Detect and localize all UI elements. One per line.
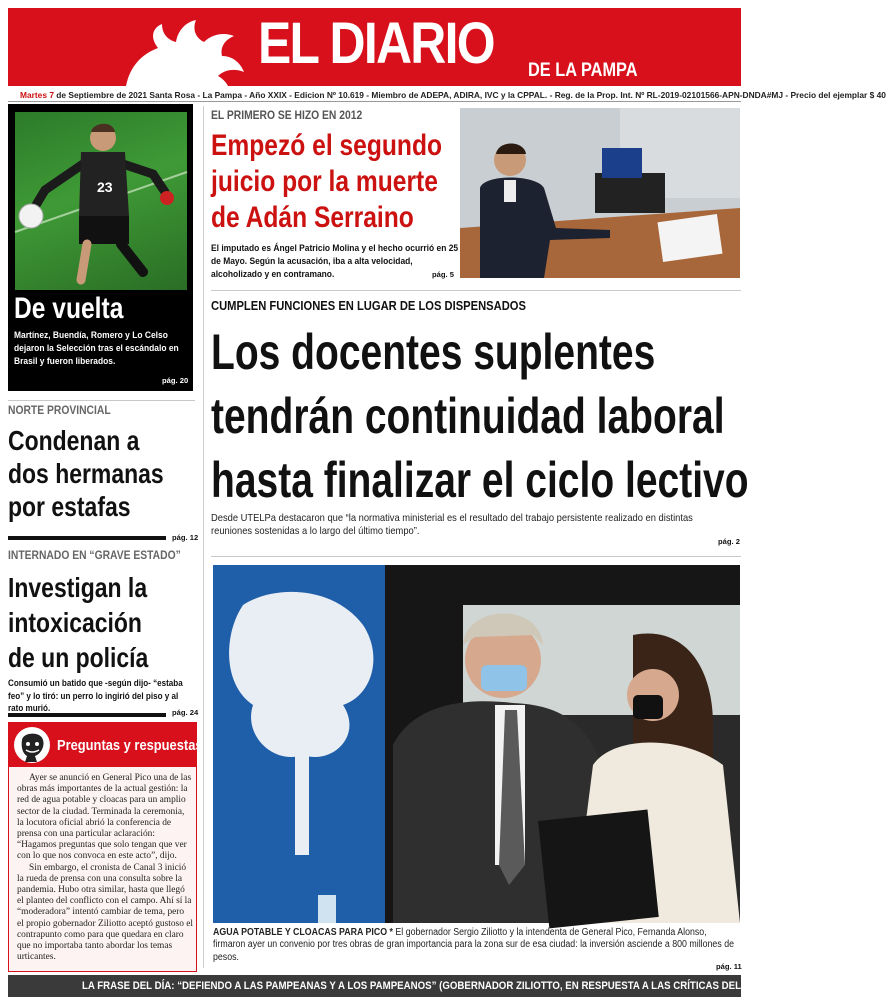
story2-headline-line: intoxicación xyxy=(8,607,142,638)
quote-text: LA FRASE DEL DÍA: “DEFIENDO A LAS PAMPEANAS Y A LOS PAMPEANOS” (GOBERNADOR ZILIOTTO, EN RESPUESTA A LAS CRÍTICAS DEL CAMPO). pág. 7 xyxy=(82,980,817,992)
story2-summary: Consumió un batido que -según dijo- “estaba feo” y lo tiró: un perro lo ingirió del piso y al rato murió. xyxy=(8,678,183,713)
lead-summary: Desde UTELPa destacaron que “la normativa ministerial es el resultado del trabajo persistente realizado en distintas reuniones sostenidas a lo largo del último tiempo”. xyxy=(211,513,693,537)
caricature-icon xyxy=(13,726,51,764)
story1-headline-line: dos hermanas xyxy=(8,458,164,489)
jersey-number: 23 xyxy=(97,179,113,195)
photo-caption xyxy=(213,927,737,964)
photo-caption-title: AGUA POTABLE Y CLOACAS PARA PICO * xyxy=(213,927,393,938)
story2-headline xyxy=(8,570,197,675)
edition-info-bar xyxy=(20,90,886,100)
trial-headline-line: de Adán Serraino xyxy=(211,201,414,234)
trial-headline xyxy=(211,128,457,236)
qa-header xyxy=(9,723,203,767)
lead-page-ref: pág. 2 xyxy=(718,537,740,546)
trial-headline-line: juicio por la muerte xyxy=(211,165,438,198)
newspaper-logo-icon xyxy=(116,20,246,86)
qa-body xyxy=(17,773,193,963)
qa-title: Preguntas y respuestas xyxy=(57,737,203,754)
goalkeeper-figure-icon xyxy=(15,112,187,290)
qa-paragraph: Sin embargo, el cronista de Canal 3 inició la rueda de prensa con una consulta sobre la pandemia. Hubo otra similar, hasta que llegó el planteo del conflicto con el campo. Ahí sí la “moderadora” intentó cambiar de tema, pero el propio gobernador Ziliotto aceptó gustoso el contrapunto como para que quedara en claro que no importaba tanto abordar los temas urticantes. xyxy=(17,862,194,963)
story2-headline-line: de un policía xyxy=(8,642,149,673)
lead-kicker: CUMPLEN FUNCIONES EN LUGAR DE LOS DISPENSADOS xyxy=(211,298,526,313)
sport-story-box xyxy=(8,104,193,391)
story1-kicker: NORTE PROVINCIAL xyxy=(8,403,111,417)
sport-page-ref: pág. 20 xyxy=(162,376,189,385)
trial-summary: El imputado es Ángel Patricio Molina y el hecho ocurrió en 25 de Mayo. Según la acusación, iba a alta velocidad, alcoholizado y en contramano. xyxy=(211,242,459,279)
lead-headline-line: hasta finalizar el ciclo lectivo xyxy=(211,452,749,508)
quote-of-the-day-bar xyxy=(8,975,817,997)
courtroom-scene-icon xyxy=(460,108,740,278)
lead-headline-line: Los docentes suplentes xyxy=(211,324,656,380)
photo-page-ref: pág. 11 xyxy=(716,962,742,971)
sport-summary: Martínez, Buendía, Romero y Lo Celso dejaron la Selección tras el escándalo en Brasil y fueron liberados. xyxy=(14,330,179,367)
goalkeeper-photo xyxy=(15,112,187,290)
newspaper-name: EL DIARIO xyxy=(258,11,494,76)
photo-caption-text: El gobernador Sergio Ziliotto y la intendenta de General Pico, Fernanda Alonso, firmaron ayer un convenio por tres obras de gran importancia para la zona sur de esa ciudad: la inversión asciende a 800 millones de pesos. xyxy=(213,927,735,963)
qa-column-box xyxy=(8,722,203,972)
masthead xyxy=(8,8,741,86)
story2-kicker: INTERNADO EN “GRAVE ESTADO” xyxy=(8,548,181,562)
story1-headline-line: por estafas xyxy=(8,491,131,522)
edition-details: de Septiembre de 2021 Santa Rosa - La Pampa - Año XXIX - Edicion Nº 10.619 - Miembro de ADEPA, ADIRA, IVC y la CPPAL. - Reg. de la Prop. Int. Nº RL-2019-02101566-APN-DNDA#MJ - Precio del ejemplar $ 40 xyxy=(53,90,886,100)
edition-day: Martes 7 xyxy=(20,90,54,100)
qa-paragraph: Ayer se anunció en General Pico una de las obras más importantes de la actual gestión: la red de agua potable y cloacas para un amplio sector de la ciudad. Terminada la ceremonia, la locutora oficial abrió la conferencia de prensa con una particular aclaración: “Hagamos preguntas que solo tengan que ver con lo que nos convoca en este acto”, dijo. xyxy=(17,773,192,862)
trial-page-ref: pág. 5 xyxy=(432,270,454,279)
trial-headline-line: Empezó el segundo xyxy=(211,129,443,162)
lead-headline xyxy=(211,320,751,512)
trial-kicker: EL PRIMERO SE HIZO EN 2012 xyxy=(211,108,363,122)
story1-headline-line: Condenan a xyxy=(8,425,140,456)
story1-page-ref: pág. 12 xyxy=(172,533,199,542)
sport-headline: De vuelta xyxy=(14,292,124,325)
story2-page-ref: pág. 24 xyxy=(172,708,199,717)
newspaper-subtitle: DE LA PAMPA xyxy=(528,60,638,81)
story2-headline-line: Investigan la xyxy=(8,572,148,603)
story1-headline xyxy=(8,424,197,523)
signing-scene-icon xyxy=(213,565,740,923)
courtroom-photo xyxy=(460,108,740,278)
signing-photo xyxy=(213,565,740,923)
lead-headline-line: tendrán continuidad laboral xyxy=(211,388,725,444)
